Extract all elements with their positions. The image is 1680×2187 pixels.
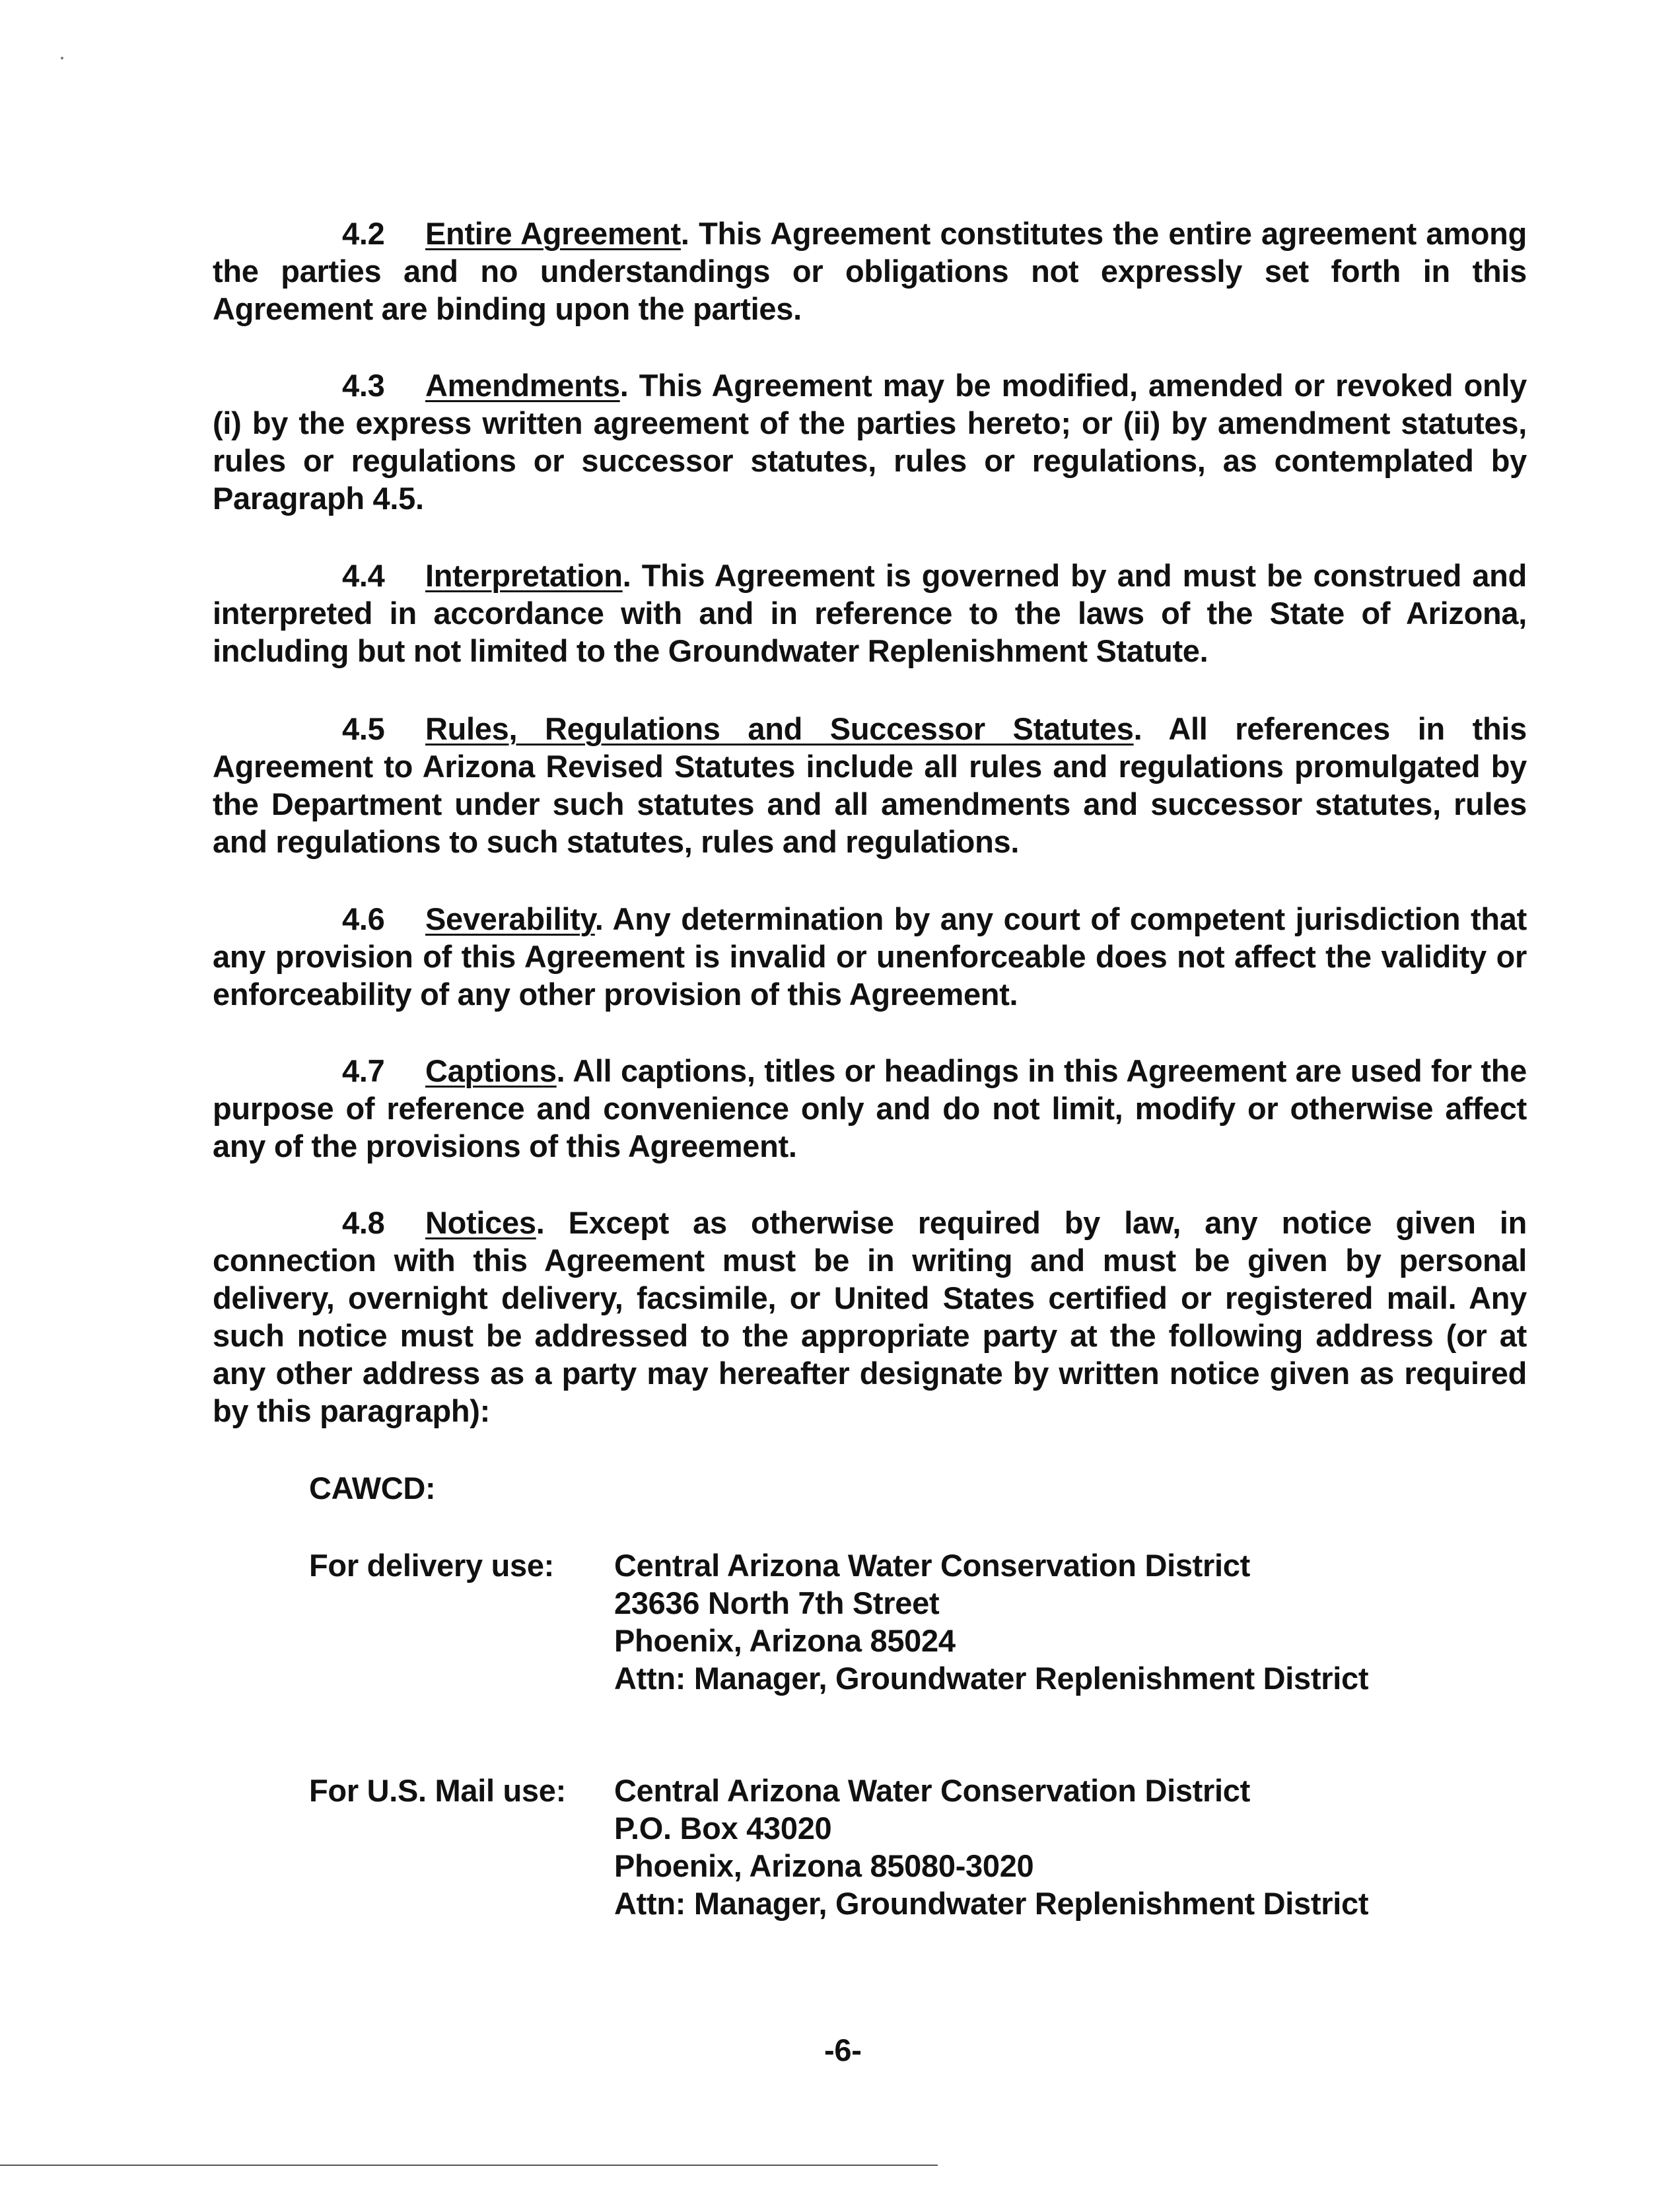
address-line: 23636 North 7th Street [614,1585,940,1620]
section-4-5 [213,710,1527,860]
section-title: Interpretation [425,558,623,593]
section-text: . This Agreement constitutes the entire agreement among the parties and no understandings or obligations not expressly set forth in this Agreement are binding upon the parties. [213,216,1527,326]
delivery-label: For delivery use: [309,1548,555,1583]
section-number: 4.7 [342,1053,385,1088]
section-4-4 [213,557,1527,670]
section-number: 4.4 [342,558,385,593]
section-text: . All references in this Agreement to Arizona Revised Statutes include all rules and regulations promulgated by the Department under such statutes and all amendments and successor statutes, rules and regulations to such statutes, rules and regulations. [213,711,1527,859]
section-title: Rules, Regulations and Successor Statutes [425,711,1134,746]
section-text: . This Agreement may be modified, amended or revoked only (i) by the express written agreement of the parties hereto; or (ii) by amendment statutes, rules or regulations or successor statutes, rules or regulations, as contemplated by Paragraph 4.5. [213,368,1527,516]
delivery-address [614,1546,1368,1697]
section-number: 4.8 [342,1205,385,1240]
address-line: Attn: Manager, Groundwater Replenishment District [614,1661,1369,1696]
section-title: Notices [425,1205,536,1240]
address-line: Central Arizona Water Conservation District [614,1773,1250,1808]
section-text: . All captions, titles or headings in this Agreement are used for the purpose of reference and convenience only and do not limit, modify or otherwise affect any of the provisions of this Agreement. [213,1053,1527,1163]
address-line: P.O. Box 43020 [614,1811,832,1846]
section-text: . This Agreement is governed by and must be construed and interpreted in accordance with and in reference to the laws of the State of Arizona, including but not limited to the Groundwater Replenishment Statute. [213,558,1527,668]
section-4-8 [213,1204,1527,1430]
section-4-2 [213,215,1527,328]
address-line: Phoenix, Arizona 85080-3020 [614,1848,1034,1883]
section-title: Severability [425,901,595,936]
section-number: 4.5 [342,711,385,746]
mail-label: For U.S. Mail use: [309,1773,566,1808]
section-number: 4.3 [342,368,385,403]
section-number: 4.6 [342,901,385,936]
mail-address [614,1772,1368,1922]
address-line: Central Arizona Water Conservation District [614,1548,1250,1583]
section-4-6 [213,900,1527,1013]
address-line: Phoenix, Arizona 85024 [614,1623,956,1658]
footer-rule [0,2165,938,2166]
section-text: . Except as otherwise required by law, any notice given in connection with this Agreement must be in writing and must be given by personal delivery, overnight delivery, facsimile, or United States certified or registered mail. Any such notice must be addressed to the appropriate party at the following address (or at any other address as a party may hereafter designate by written notice given as required by this paragraph): [213,1205,1527,1428]
address-line: Attn: Manager, Groundwater Replenishment District [614,1886,1369,1921]
section-4-3 [213,366,1527,517]
section-4-7 [213,1052,1527,1165]
scan-speck [61,57,63,59]
section-number: 4.2 [342,216,385,251]
section-title: Captions [425,1053,557,1088]
party-label: CAWCD: [309,1471,436,1506]
section-title: Amendments [425,368,620,403]
page-number: -6- [824,2032,862,2067]
section-title: Entire Agreement [425,216,681,251]
section-text: . Any determination by any court of competent jurisdiction that any provision of this Agreement is invalid or unenforceable does not affect the validity or enforceability of any other provision of this Agreement. [213,901,1527,1012]
